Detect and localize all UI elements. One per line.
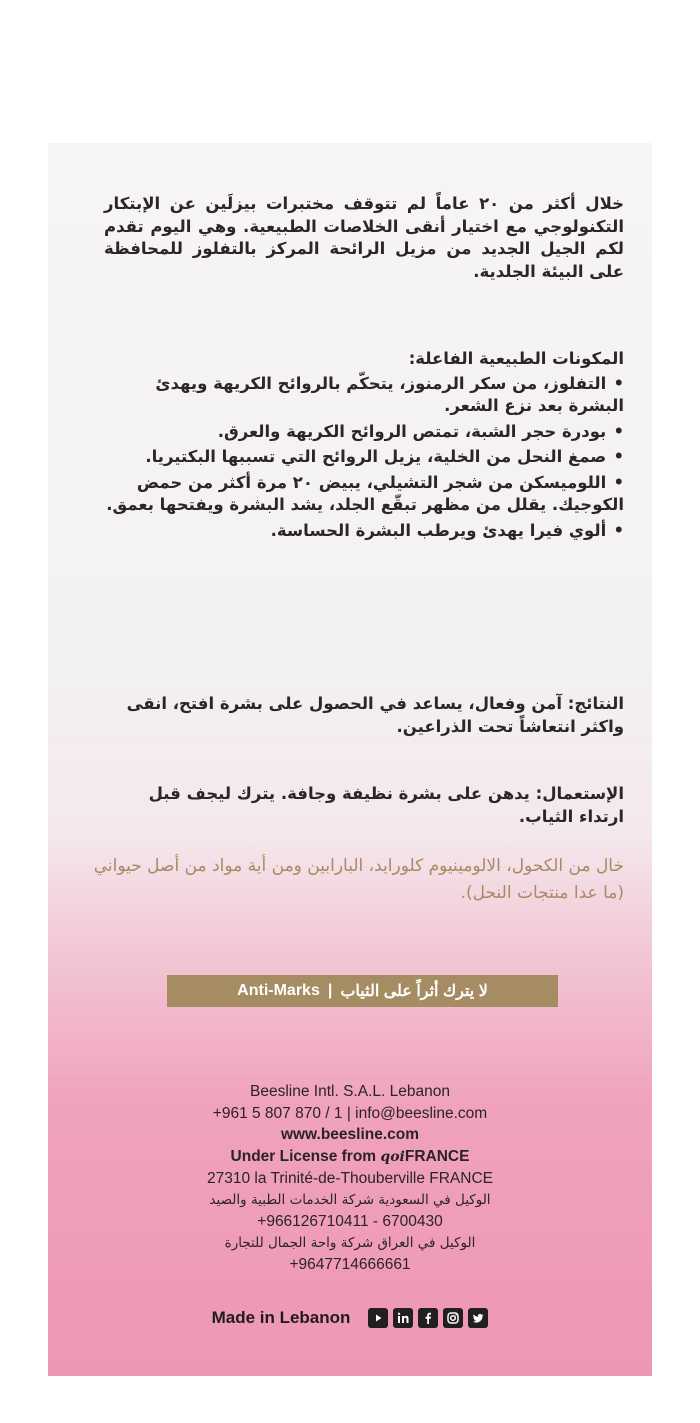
- ingredient-item: • اللوميسكن من شجر التشيلي، يبيض ٢٠ مرة أكثر من حمض الكوجيك. يقلل من مظهر تبقّع الجلد، يشد البشرة ويفتحها بعمق.: [106, 472, 624, 514]
- license-line: [48, 1146, 652, 1169]
- license-country: FRANCE: [404, 1147, 470, 1165]
- usage-label: الإستعمال:: [535, 784, 624, 803]
- ingredient-text: من الخلية، يزيل الروائح التي تسببها البكتيريا.: [145, 447, 512, 466]
- badge-arabic: لا يترك أثراً على الثياب: [340, 983, 488, 1000]
- saudi-agent: الوكيل في السعودية شركة الخدمات الطبية والصيد: [209, 1191, 491, 1208]
- ingredient-name: صمغ النحل: [517, 447, 607, 466]
- instagram-icon: [443, 1308, 463, 1328]
- intro-paragraph: خلال أكثر من ٢٠ عاماً لم تتوقف مختبرات بيزلَين عن الإبتكار التكنولوجي مع اختيار أنقى الخلاصات الطبيعية. وهي اليوم تقدم لكم الجيل الجديد من مزيل الرائحة المركز بالتفلوز للمحافظة على البيئة الجلدية.: [104, 194, 624, 281]
- ingredient-text: من سكر الرمنوز، يتحكّم بالروائح الكريهة ويهدئ البشرة بعد نزع الشعر.: [155, 373, 624, 415]
- iraq-phone: +9647714666661: [289, 1256, 411, 1273]
- ingredient-text: يهدئ ويرطب البشرة الحساسة.: [270, 520, 524, 540]
- email-address: info@beesline.com: [355, 1104, 488, 1122]
- license-prefix: Under License from: [230, 1147, 377, 1165]
- company-name: Beesline Intl. S.A.L. Lebanon: [250, 1083, 450, 1100]
- ingredients-heading: المكونات الطبيعية الفاعلة:: [408, 349, 624, 368]
- ingredient-name: التفلوز،: [542, 373, 607, 393]
- ingredient-text: تمتص الروائح الكريهة والعرق.: [217, 421, 460, 441]
- ingredient-name: بودرة حجر الشبة،: [464, 421, 607, 441]
- ingredients-section: [104, 348, 624, 545]
- made-in-row: [48, 1308, 652, 1328]
- product-label-panel: [48, 143, 652, 1376]
- licensor-logo: qoi: [380, 1148, 405, 1165]
- ingredient-name: ألوي فيرا: [529, 520, 607, 540]
- usage-text: يدهن على بشرة نظيفة وجافة. يترك ليجف قبل ارتداء الثياب.: [148, 784, 624, 826]
- saudi-phone: +966126710411 - 6700430: [257, 1213, 443, 1230]
- facebook-icon: [418, 1308, 438, 1328]
- twitter-icon: [468, 1308, 488, 1328]
- results-label: النتائج:: [567, 694, 624, 713]
- ingredient-text: من شجر التشيلي، يبيض ٢٠ مرة أكثر من حمض الكوجيك. يقلل من مظهر تبقّع الجلد، يشد البشرة ويفتحها بعمق.: [106, 472, 624, 514]
- email-separator: |: [346, 1104, 351, 1122]
- results-section: [104, 693, 624, 738]
- linkedin-icon: [393, 1308, 413, 1328]
- ingredient-item: • ألوي فيرا يهدئ ويرطب البشرة الحساسة.: [270, 520, 624, 540]
- usage-section: [104, 783, 624, 828]
- contact-block: [48, 1081, 652, 1276]
- social-icons: [368, 1308, 488, 1328]
- ingredient-item: • التفلوز، من سكر الرمنوز، يتحكّم بالروائح الكريهة ويهدئ البشرة بعد نزع الشعر.: [155, 373, 624, 415]
- iraq-agent: الوكيل في العراق شركة واحة الجمال للتجارة: [224, 1234, 476, 1251]
- licensor-address: 27310 la Trinité-de-Thouberville FRANCE: [206, 1170, 494, 1187]
- phone-number: +961 5 807 870 / 1: [212, 1104, 343, 1122]
- ingredient-name: اللوميسكن: [519, 472, 607, 492]
- youtube-icon: [368, 1308, 388, 1328]
- badge-separator: |: [327, 982, 333, 999]
- free-from-statement: خال من الكحول، الالومينيوم كلورايد، البارابين ومن أية مواد من أصل حيواني (ما عدا منتجات النحل).: [93, 856, 624, 903]
- ingredient-item: • صمغ النحل من الخلية، يزيل الروائح التي تسببها البكتيريا.: [145, 447, 624, 466]
- made-in-text: Made in Lebanon: [211, 1308, 351, 1327]
- anti-marks-badge: [167, 975, 558, 1007]
- phone-email-line: [48, 1103, 652, 1125]
- badge-english: Anti-Marks: [237, 982, 320, 999]
- results-text: آمن وفعال، يساعد في الحصول على بشرة افتح، انقى واكثر انتعاشاً تحت الذراعين.: [126, 694, 624, 736]
- ingredient-item: • بودرة حجر الشبة، تمتص الروائح الكريهة والعرق.: [217, 421, 624, 441]
- website-url: www.beesline.com: [280, 1126, 420, 1143]
